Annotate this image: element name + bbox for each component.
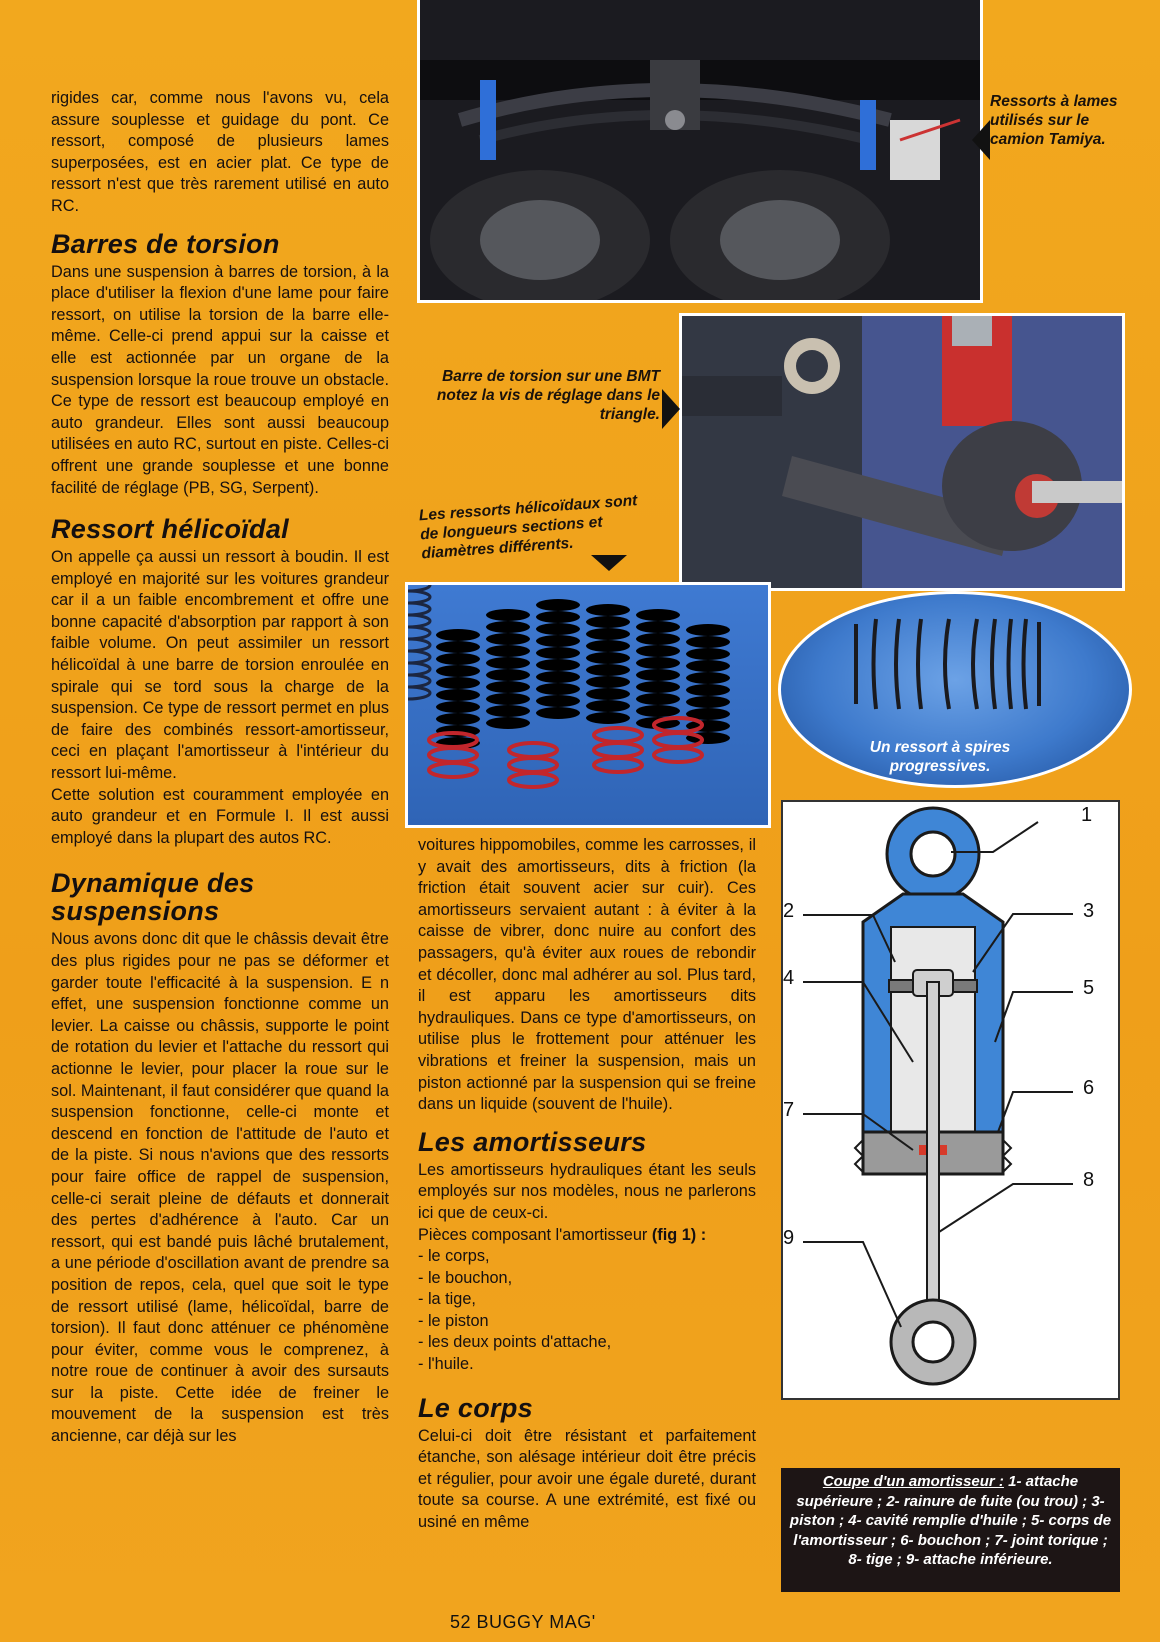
column-left <box>51 88 389 1448</box>
pieces-list <box>418 1246 756 1376</box>
caption-tamiya: Ressorts à lames utilisés sur le camion Tamiya. <box>990 93 1118 148</box>
list-item: - la tige, <box>418 1290 476 1309</box>
photo-bmt-torsion-bar <box>679 313 1125 591</box>
diagram-label-7: 7 <box>783 1099 795 1121</box>
legend-title: Coupe d'un amortisseur : <box>822 1473 1004 1490</box>
arrow-left-icon <box>972 120 990 160</box>
helicoidal-paragraph-2: Cette solution est couramment employée en auto grandeur et en Formule I. Il est aussi employé dans la plupart des autos RC. <box>51 785 389 847</box>
list-item: - le corps, <box>418 1247 490 1266</box>
list-item: - l'huile. <box>418 1355 474 1374</box>
diagram-label-3: 3 <box>1083 900 1095 922</box>
tamiya-chassis-illustration <box>420 0 980 300</box>
heading-dynamique: Dynamique des suspensions <box>51 868 255 927</box>
coil-springs-illustration <box>408 585 768 825</box>
caption-helicoidaux: Les ressorts hélicoïdaux sont de longueurs sections et diamètres différents. <box>418 492 638 563</box>
amortisseurs-paragraph: Les amortisseurs hydrauliques étant les seuls employés sur nos modèles, nous ne parlerons ici que de ceux-ci. <box>418 1160 756 1222</box>
pieces-fig-ref: (fig 1) : <box>651 1225 707 1244</box>
pieces-intro-text: Pièces composant l'amortisseur <box>418 1225 652 1244</box>
pieces-intro <box>418 1225 756 1247</box>
diagram-label-5: 5 <box>1083 977 1095 999</box>
photo-tamiya-leaf-springs <box>417 0 983 303</box>
photo-coil-springs <box>405 582 771 828</box>
diagram-label-1: 1 <box>1081 804 1093 826</box>
caption-bmt: Barre de torsion sur une BMT notez la vis de réglage dans le triangle. <box>436 368 660 423</box>
caption-progressive: Un ressort à spires progressives. <box>869 739 1011 775</box>
diagram-label-4: 4 <box>783 967 795 989</box>
page-number: 52 BUGGY MAG' <box>450 1612 596 1632</box>
dynamique-paragraph: Nous avons donc dit que le châssis devait être des plus rigides pour ne pas se déformer et garder toute l'efficacité à la suspension. E n effet, une suspension fonctionne comme un levier. La caisse ou châssis, supporte le point de rotation du levier et l'attache du ressort qui actionne le levier, pour placer la roue sur le sol. Maintenant, il faut considérer que quand la suspension fonctionne, celle-ci monte et descend en fonction de l'attitude de l'auto et de la piste. Si nous n'avions que des ressorts pour faire office de rappel de suspension, celle-ci serait pleine de défauts et donnerait des pertes d'adhérence à l'auto. Car un ressort, qui est bandé puis lâché brutalement, a une période d'oscillation avant de prendre sa position de repos, cela, quel que soit le type de ressort utilisé (lame, hélicoïdal, barre de torsion). Il faut donc atténuer ce phénomène pour éviter, comme vous le comprenez, à notre roue de continuer à avoir des sursauts sur la piste. Cette idée de freiner le mouvement de la suspension est très ancienne, car déjà sur les <box>51 930 389 1446</box>
torsion-paragraph: Dans une suspension à barres de torsion, à la place d'utiliser la flexion d'une lame pour faire ressort, on utilise la torsion de la barre elle-même. Celle-ci prend appui sur la caisse et elle est actionnée par un organe de la suspension lorsque la roue trouve un obstacle. Ce type de ressort est beaucoup employé en auto grandeur. Elles sont aussi beaucoup utilisées en auto RC, surtout en piste. Celles-ci offrent une grande souplesse et une bonne facilité de réglage (PB, SG, Serpent). <box>51 262 389 497</box>
shock-absorber-diagram <box>781 800 1120 1400</box>
shock-absorber-cross-section <box>783 802 1118 1398</box>
legend-text: 1- attache supérieure ; 2- rainure de fuite (ou trou) ; 3- piston ; 4- cavité remplie d'huile ; 5- corps de l'amortisseur ; 6- bouchon ; 7- joint torique ; 8- tige ; 9- attache inférieure. <box>789 1473 1112 1569</box>
intro-paragraph: rigides car, comme nous l'avons vu, cela assure souplesse et guidage du pont. Ce ressort, composé de plusieurs lames superposées, est en acier plat. Ce type de ressort n'est que très rarement utilisé en auto RC. <box>51 89 389 215</box>
diagram-label-6: 6 <box>1083 1077 1095 1099</box>
list-item: - le bouchon, <box>418 1268 513 1287</box>
diagram-label-8: 8 <box>1083 1169 1095 1191</box>
heading-helicoidal: Ressort hélicoïdal <box>51 514 289 545</box>
list-item: - les deux points d'attache, <box>418 1333 612 1352</box>
diagram-label-2: 2 <box>783 900 795 922</box>
heading-amortisseurs: Les amortisseurs <box>418 1126 647 1157</box>
diagram-legend <box>781 1468 1120 1592</box>
heading-torsion: Barres de torsion <box>51 228 280 259</box>
diagram-label-9: 9 <box>783 1227 795 1249</box>
heading-corps: Le corps <box>418 1392 533 1423</box>
column-middle <box>418 835 756 1534</box>
arrow-down-icon <box>591 555 627 571</box>
list-item: - le piston <box>418 1311 489 1330</box>
bmt-torsion-illustration <box>682 316 1122 588</box>
corps-paragraph: Celui-ci doit être résistant et parfaitement étanche, son alésage intérieur doit être précis et régulier, pour avoir une égale dureté, durant toute sa course. A une extrémité, est fixé ou usiné en même <box>418 1426 756 1532</box>
helicoidal-paragraph: On appelle ça aussi un ressort à boudin. Il est employé en majorité sur les voitures grandeur car il a un faible encombrement et offre une bonne capacité d'absorption par rapport à son faible volume. On peut assimiler un ressort hélicoïdal à une barre de torsion enroulée en spirale qui se tord sous la charge de la suspension. Ce type de ressort permet en plus de faire des combinés ressort-amortisseur, ceci en plaçant l'amortisseur à l'intérieur du ressort lui-même. <box>51 548 389 783</box>
carrosses-paragraph: voitures hippomobiles, comme les carrosses, il y avait des amortisseurs, dits à friction (la friction était souvent acier sur cuir). Ces amortisseurs servaient autant : à éviter à la caisse de vibrer, donc nuire au confort des passagers, qu'à éviter aux roues de rebondir et décoller, donc mal adhérer au sol. Plus tard, il est apparu les amortisseurs dits hydrauliques. Dans ce type d'amortisseurs, on utilise plus le frottement pour atténuer les vibrations et freiner la suspension, mais un piston actionné par la suspension qui se freine dans un liquide (souvent de l'huile). <box>418 836 756 1114</box>
arrow-right-icon <box>662 389 680 429</box>
